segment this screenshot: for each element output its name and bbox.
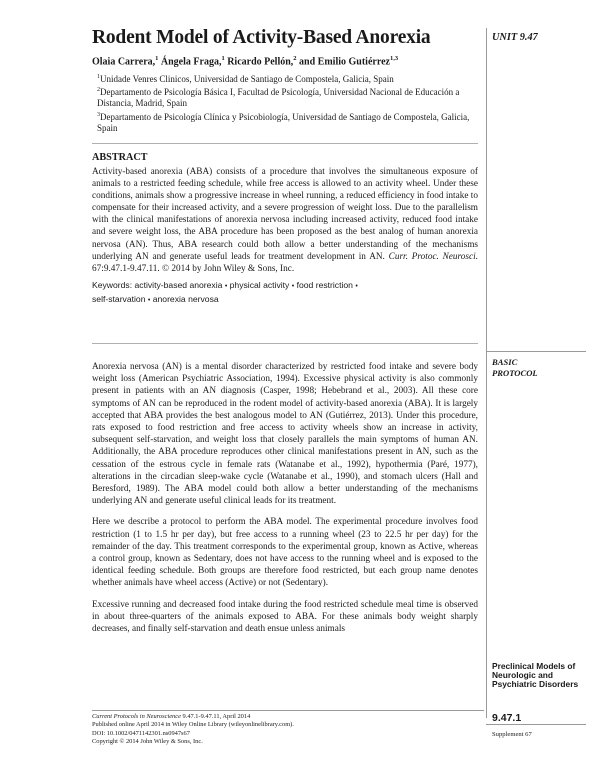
abstract-top-rule [92, 143, 478, 144]
footer-journal: Current Protocols in Neuroscience 9.47.1-9.47.11, April 2014 [92, 713, 251, 720]
keyword: food restriction [296, 280, 353, 290]
keywords [92, 279, 478, 307]
keyword-separator: • [291, 283, 295, 290]
sidebar-divider [486, 28, 487, 718]
abstract-heading: ABSTRACT [92, 152, 148, 163]
author-affiliation-mark: 1 [155, 55, 159, 62]
body-paragraph: Excessive running and decreased food intake during the food restricted schedule meal time is observed in about three-quarters of the animals exposed to ABA. For these animals body weight sharply decreases, and finally self-starvation and death ensue unless animals [92, 599, 478, 635]
body-paragraph: Here we describe a protocol to perform the ABA model. The experimental procedure involves food restriction (1 to 1.5 hr per day), but free access to a running wheel (23 to 22.5 hr per day) for the remainder of the day. This treatment corresponds to the experimental group, known as Active, whereas a control group, known as Sedentary, does not have access to the running wheel and is exposed to the identical feeding schedule. Both groups are therefore food restricted, but each group name denotes whether animals have wheel access (Active) or not (Sedentary). [92, 517, 478, 589]
abstract-text: Activity-based anorexia (ABA) consists of a procedure that involves the simultaneous exposure of animals to a restricted feeding schedule, while free access is allowed to an activity wheel. Under these conditions, animals show a progressive increase in wheel running, a reduced efficiency in food intake to compensate for their increased activity, and a severe progression of weight loss. Due to the parallelism with the clinical manifestations of anorexia nervosa including increased activity, reduced food intake and severe weight loss, the ABA procedure has been proposed as the best analog of human anorexia nervosa (AN). Thus, ABA research could both allow a better understanding of the mechanisms underlying AN and generate useful leads for treatment development in AN. Curr. Protoc. Neurosci. 67:9.47.1-9.47.11. © 2014 by John Wiley & Sons, Inc. [92, 167, 479, 274]
author-name: Ricardo Pellón, [224, 56, 294, 68]
section-name: Preclinical Models of Neurologic and Psychiatric Disorders [492, 661, 579, 690]
keyword-separator: • [224, 283, 228, 290]
footer-info [92, 713, 484, 746]
article-title: Rodent Model of Activity-Based Anorexia [92, 27, 431, 48]
keyword-separator: • [355, 283, 358, 290]
affiliation: $^1$Unidade Venres Clinicos, Universidad de Santiago de Compostela, Galicia, Spain [97, 74, 394, 84]
author-list [92, 55, 482, 67]
author-affiliation-mark: 1,3 [389, 55, 399, 62]
body-paragraph: Anorexia nervosa (AN) is a mental disorder characterized by restricted food intake and severe body weight loss (American Psychiatric Association, 1994). Excessive physical activity is also commonly present in patients with an AN diagnosis (Casper, 1998; Hebebrand et al., 2003). All these core symptoms of AN can be reproduced in the rodent model of activity-based anorexia (ABA). It is largely accepted that ABA provides the best analogous model to AN (Gutiérrez, 2013). Under this procedure, rats exposed to food restriction and free access to activity wheels show an increase in activity, subsequent self-starvation, and weight loss that closely parallels the main symptoms of human AN. Additionally, the ABA procedure reproduces other clinical manifestations present in AN, such as the cessation of the estrous cycle in female rats (Watanabe et al., 1992), hypothermia (Paré, 1977), alterations in the circadian sleep-wake cycle (Watanabe et al., 1990), and stomach ulcers (Hall and Beresford, 1989). The ABA model could both allow a better understanding of the mechanisms underlying AN and generate useful clinical leads for its treatment. [92, 362, 478, 507]
body-text [92, 361, 478, 644]
abstract-bottom-rule [92, 343, 478, 344]
supplement-label: Supplement 67 [492, 731, 532, 738]
basic-protocol-rule [486, 351, 586, 352]
keywords-label: Keywords: [92, 280, 133, 290]
keyword: activity-based anorexia [134, 280, 223, 290]
affiliation: $^3$Departamento de Psicología Clínica y Psicobiología, Universidad de Santiago de Compostela, Galicia, Spain [97, 111, 470, 133]
keyword-separator: • [147, 297, 151, 305]
author-affiliation-mark: 1 [221, 55, 225, 62]
footer-side-rule [486, 724, 586, 725]
affiliation-list [97, 72, 483, 134]
footer-copyright: Copyright © 2014 John Wiley & Sons, Inc. [92, 737, 203, 745]
footer-rule [92, 710, 484, 711]
author-affiliation-mark: 2 [293, 55, 297, 62]
keyword: self-starvation [92, 294, 146, 305]
footer-doi: DOI: 10.1002/0471142301.ns0947s67 [92, 729, 190, 737]
page-number: 9.47.1 [492, 712, 522, 724]
unit-label: UNIT 9.47 [492, 32, 538, 43]
keyword: anorexia nervosa [152, 294, 219, 305]
keyword: physical activity [229, 280, 290, 290]
affiliation: $^2$Departamento de Psicología Básica I, Facultad de Psicología, Universidad Nacional de Educación a Distancia, Madrid, Spain [97, 87, 460, 109]
author-name: Ángela Fraga, [158, 56, 222, 68]
author-name: and Emilio Gutiérrez [296, 56, 390, 68]
citation-details: 67:9.47.1-9.47.11. © 2014 by John Wiley & Sons, Inc. [92, 263, 295, 274]
author-name: Olaia Carrera, [92, 56, 156, 68]
footer-published: Published online April 2014 in Wiley Online Library (wileyonlinelibrary.com). [92, 721, 294, 729]
citation-journal: Curr. Protoc. Neurosci. [388, 251, 479, 262]
basic-protocol-label: BASIC PROTOCOL [492, 357, 538, 378]
